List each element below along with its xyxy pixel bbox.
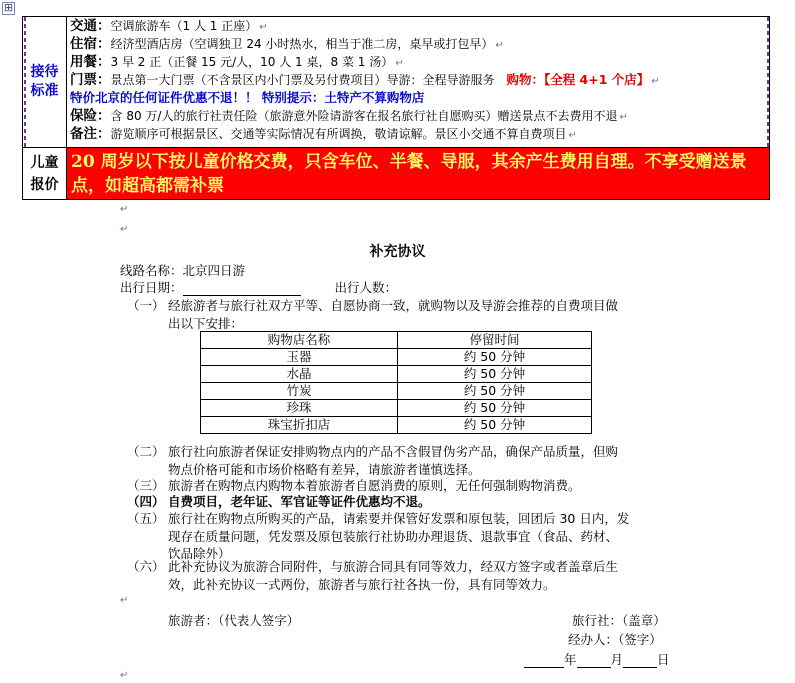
reception-standard-table <box>22 16 770 200</box>
store-name: 水晶 <box>201 366 398 383</box>
reception-info-cell <box>67 17 770 148</box>
table-row <box>201 383 592 400</box>
reception-label-cell <box>23 17 67 148</box>
clause-5-number: （五） <box>127 511 165 526</box>
table-row <box>201 349 592 366</box>
child-label-cell <box>23 148 67 200</box>
store-name: 珍珠 <box>201 400 398 417</box>
tickets-line: 门票：景点第一大门票（不含景区内小门票及另付费项目）导游：全程导游服务 购物：【全程 4+1 个店】 ↵ <box>70 72 660 88</box>
table-row <box>201 400 592 417</box>
store-name: 竹炭 <box>201 383 398 400</box>
sign-date: 年 月 日 <box>524 651 670 668</box>
paragraph-mark: ↵ <box>120 670 129 681</box>
agreement-title: 补充协议 <box>369 244 426 260</box>
clause-2-number: （二） <box>127 444 165 459</box>
store-name: 玉器 <box>201 349 398 366</box>
clause-1-number: （一） <box>127 298 165 313</box>
clause-4: 自费项目，老年证、军官证等证件优惠均不退。 <box>168 494 431 509</box>
meals-line: 用餐：3 早 2 正（正餐 15 元/人，10 人 1 桌，8 菜 1 汤） ↵ <box>70 54 404 70</box>
travel-date-line <box>120 279 397 296</box>
clause-6: 此补充协议为旅游合同附件，与旅游合同具有同等效力，经双方签字或者盖章后生 效，此补充协议一式两份，旅游者与旅行社各执一份，具有同等效力。 <box>168 559 619 592</box>
table-row <box>201 417 592 434</box>
handler-signature: 经办人：（签字） <box>568 632 662 647</box>
table-move-handle[interactable]: ⊞ <box>3 1 14 14</box>
year-blank[interactable] <box>524 655 564 668</box>
transport-line: 交通：空调旅游车（1 人 1 正座） ↵ <box>70 18 268 34</box>
clause-6-number: （六） <box>127 559 165 574</box>
tourist-signature: 旅游者：（代表人签字） <box>168 613 300 628</box>
header-stay-time: 停留时间 <box>398 332 592 349</box>
paragraph-mark: ↵ <box>120 224 129 235</box>
child-label-2: 报价 <box>30 176 59 193</box>
section-marker-right <box>767 17 769 148</box>
travel-date-label: 出行日期： <box>120 280 183 295</box>
reception-label-2: 标准 <box>30 83 59 99</box>
clause-3: 旅游者在购物点内购物本着旅游者自愿消费的原则，无任何强制购物消费。 <box>168 478 581 493</box>
notice-line: 特价北京的任何证件优惠不退！！ 特别提示：土特产不算购物店 <box>70 90 425 105</box>
shopping-value: 【全程 4+1 个店】 <box>543 72 650 87</box>
travel-date-blank[interactable] <box>183 283 301 296</box>
stay-time: 约 50 分钟 <box>398 349 592 366</box>
paragraph-mark: ↵ <box>120 595 129 606</box>
stay-time: 约 50 分钟 <box>398 417 592 434</box>
clause-4-number: （四） <box>127 494 165 509</box>
month-blank[interactable] <box>577 655 611 668</box>
day-blank[interactable] <box>623 655 657 668</box>
clause-3-number: （三） <box>127 478 165 493</box>
table-header-row <box>201 332 592 349</box>
clause-2: 旅行社向旅游者保证安排购物点内的产品不含假冒伪劣产品，确保产品质量，但购 物点价格可能和市场价格略有差异，请旅游者谨慎选择。 <box>168 444 619 477</box>
stay-time: 约 50 分钟 <box>398 383 592 400</box>
route-name: 线路名称：北京四日游 <box>120 263 246 278</box>
child-label-1: 儿童 <box>30 154 59 171</box>
shopping-store-table <box>200 331 592 434</box>
stay-time: 约 50 分钟 <box>398 366 592 383</box>
child-price-text: 20 周岁以下按儿童价格交费，只含车位、半餐、导服，其余产生费用自理。不享受赠送景点，如超高都需补票 <box>67 148 770 200</box>
reception-label-1: 接待 <box>30 64 59 80</box>
shopping-label: 购物： <box>506 72 544 87</box>
agency-seal: 旅行社：（盖章） <box>572 613 666 628</box>
paragraph-mark: ↵ <box>120 204 129 215</box>
header-store-name: 购物店名称 <box>201 332 398 349</box>
stay-time: 约 50 分钟 <box>398 400 592 417</box>
people-count-label: 出行人数： <box>334 280 398 295</box>
table-row <box>201 366 592 383</box>
clause-5: 旅行社在购物点所购买的产品，请索要并保管好发票和原包装，回团后 30 日内，发 现存在质量问题，凭发票及原包装旅行社协助办理退货、退款事宜（食品、药材、 饮品除外） <box>168 511 630 561</box>
insurance-line: 保险：含 80 万/人的旅行社责任险（旅游意外险请游客在报名旅行社自愿购买）赠送景点不去费用不退 ↵ <box>70 108 628 124</box>
store-name: 珠宝折扣店 <box>201 417 398 434</box>
clause-1: 经旅游者与旅行社双方平等、自愿协商一致，就购物以及导游会推荐的自费项目做 出以下安排： <box>168 298 619 331</box>
section-marker-left <box>24 17 26 148</box>
lodging-line: 住宿：经济型酒店房（空调独卫 24 小时热水，相当于准二房，桌早或打包早） ↵ <box>70 36 504 52</box>
remark-line: 备注：游览顺序可根据景区、交通等实际情况有所调换，敬请谅解。景区小交通不算自费项目 ↵ <box>70 126 577 142</box>
